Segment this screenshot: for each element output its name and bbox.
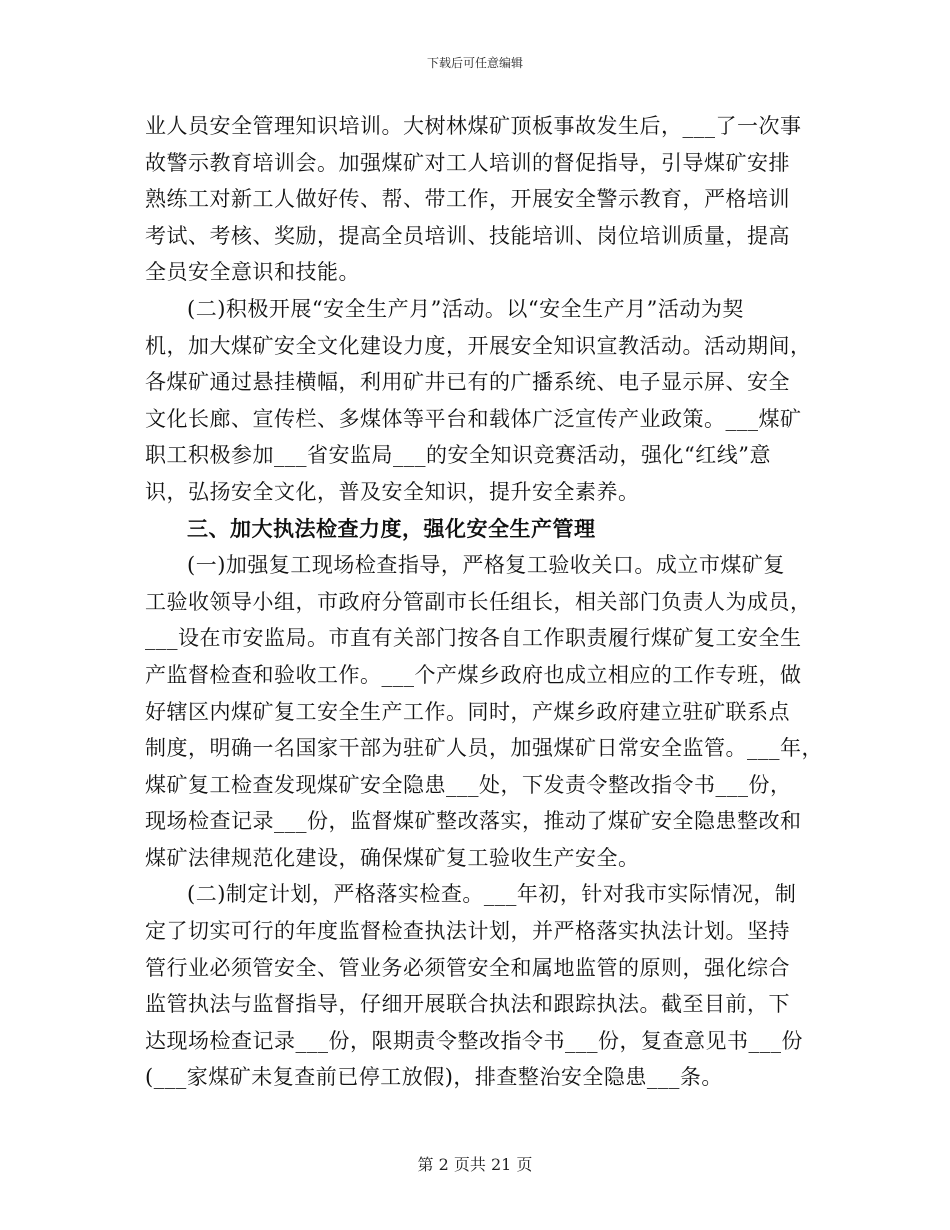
text-line: (___家煤矿未复查前已停工放假)，排查整治安全隐患___条。 [145,1065,723,1090]
text-line: ___设在市安监局。市直有关部门按各自工作职责履行煤矿复工安全生 [145,626,802,651]
text-line: 各煤矿通过悬挂横幅，利用矿井已有的广播系统、电子显示屏、安全 [145,370,790,395]
text-line: 全员安全意识和技能。 [145,260,360,285]
text-line: 工验收领导小组，市政府分管副市长任组长，相关部门负责人为成员， [145,589,812,614]
text-line: 达现场检查记录___份，限期责令整改指令书___份，复查意见书___份 [145,1028,803,1053]
text-line: 考试、考核、奖励，提高全员培训、技能培训、岗位培训质量，提高 [145,223,790,248]
text-line: (二)积极开展“安全生产月”活动。以“安全生产月”活动为契 [187,296,744,321]
text-line: 制度，明确一名国家干部为驻矿人员，加强煤矿日常安全监管。___年， [145,736,823,761]
text-line: 煤矿法律规范化建设，确保煤矿复工验收生产安全。 [145,845,640,870]
text-line: 业人员安全管理知识培训。大树林煤矿顶板事故发生后，___了一次事 [145,114,802,138]
text-line: 监管执法与监督指导，仔细开展联合执法和跟踪执法。截至目前，下 [145,992,790,1017]
text-line: 产监督检查和验收工作。___个产煤乡政府也成立相应的工作专班，做 [145,662,802,687]
text-line: 机，加大煤矿安全文化建设力度，开展安全知识宣教活动。活动期间， [145,333,812,358]
text-line: 定了切实可行的年度监督检查执法计划，并严格落实执法计划。坚持 [145,919,790,944]
text-line: 故警示教育培训会。加强煤矿对工人培训的督促指导，引导煤矿安排 [145,150,790,175]
page-footer: 第 2 页共 21 页 [417,1155,533,1174]
text-line: 现场检查记录___份，监督煤矿整改落实，推动了煤矿安全隐患整改和 [145,809,802,834]
text-line: 文化长廊、宣传栏、多煤体等平台和载体广泛宣传产业政策。___煤矿 [145,406,802,431]
document-body [145,108,823,1096]
section-heading: 三、加大执法检查力度，强化安全生产管理 [187,515,596,541]
text-line: 职工积极参加___省安监局___的安全知识竞赛活动，强化“红线”意 [145,443,771,468]
text-line: (一)加强复工现场检查指导，严格复工验收关口。成立市煤矿复 [187,553,785,578]
text-line: 煤矿复工检查发现煤矿安全隐患___处，下发责令整改指令书___份， [145,772,792,797]
text-line: 好辖区内煤矿复工安全生产工作。同时，产煤乡政府建立驻矿联系点 [145,699,790,724]
page-header: 下载后可任意编辑 [426,56,523,70]
text-line: 识，弘扬安全文化，普及安全知识，提升安全素养。 [145,479,640,504]
text-line: 管行业必须管安全、管业务必须管安全和属地监管的原则，强化综合 [145,955,790,980]
text-line: (二)制定计划，严格落实检查。___年初，针对我市实际情况，制 [187,882,797,907]
text-line: 熟练工对新工人做好传、帮、带工作，开展安全警示教育，严格培训 [145,187,790,212]
